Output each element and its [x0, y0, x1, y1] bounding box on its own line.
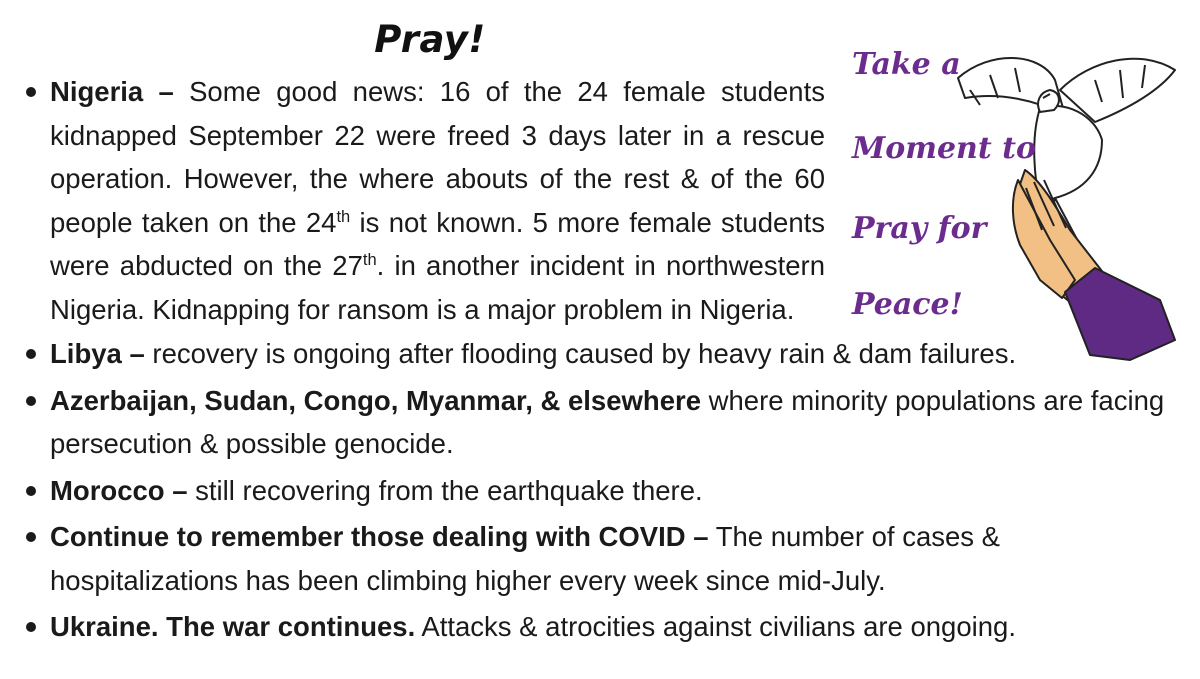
item-text: The number of cases & hospitalizations has been climbing higher every week since mid-July.: [50, 521, 1001, 596]
item-text: . in another incident in northwestern Nigeria. Kidnapping for ransom is a major problem in Nigeria.: [50, 250, 825, 325]
pray-for-peace-graphic: [840, 30, 1185, 370]
item-heading: Azerbaijan, Sudan, Congo, Myanmar, & elsewhere: [50, 384, 702, 416]
list-item-nigeria: [20, 70, 825, 331]
item-text: Attacks & atrocities against civilians are ongoing.: [415, 611, 1016, 642]
item-text: still recovering from the earthquake there.: [187, 474, 703, 506]
item-text: is not known. 5 more female students were abducted on the 27: [50, 206, 825, 281]
item-heading: Continue to remember those dealing with COVID –: [50, 521, 709, 552]
list-item-covid: [20, 515, 1190, 602]
list-item-morocco: [20, 469, 1190, 513]
graphic-line-4: Peace!: [852, 287, 963, 322]
ordinal-suffix: th: [336, 207, 351, 226]
ordinal-suffix: th: [362, 250, 377, 269]
list-item-persecution: [20, 379, 1190, 466]
praying-hands-icon: [1013, 170, 1175, 360]
item-heading: Libya –: [50, 338, 145, 369]
item-text: where minority populations are facing persecution & possible genocide.: [50, 384, 1165, 459]
graphic-line-3: Pray for: [852, 211, 987, 246]
item-heading: Ukraine. The war continues.: [50, 611, 416, 642]
page-title: Pray!: [374, 18, 486, 61]
graphic-line-1: Take a: [852, 47, 961, 82]
graphic-line-2: Moment to: [852, 131, 1037, 166]
item-heading: Nigeria –: [50, 76, 174, 107]
item-text: recovery is ongoing after flooding caused by heavy rain & dam failures.: [144, 338, 1017, 369]
item-text: Some good news: 16 of the 24 female students kidnapped September 22 were freed 3 days later in a rescue operation. However, the where abouts of the rest & of the 60 people taken on the 24: [50, 76, 825, 238]
item-heading: Morocco –: [50, 474, 188, 506]
list-item-ukraine: [20, 605, 1190, 649]
